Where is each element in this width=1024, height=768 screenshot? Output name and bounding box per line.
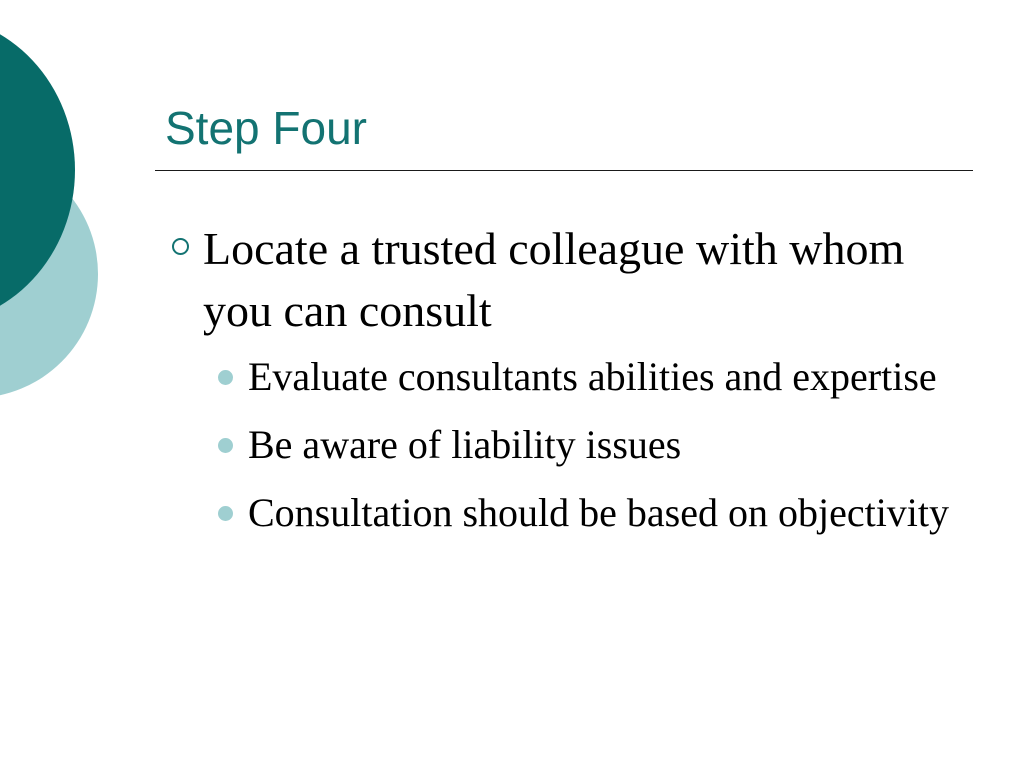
sub-bullet-text: Evaluate consultants abilities and expertise — [248, 354, 937, 399]
sub-bullet-list — [160, 350, 950, 540]
hollow-circle-bullet-icon — [172, 238, 189, 255]
bullet-list — [160, 218, 950, 554]
dot-bullet-icon — [218, 370, 233, 385]
bullet-text: Locate a trusted colleague with whom you can consult — [203, 223, 905, 336]
sub-bullet-item — [160, 350, 950, 404]
sub-bullet-item — [160, 418, 950, 472]
title-divider — [155, 170, 973, 171]
bullet-item — [160, 218, 950, 342]
slide-title: Step Four — [165, 102, 367, 154]
sub-bullet-text: Be aware of liability issues — [248, 422, 682, 467]
sub-bullet-item — [160, 486, 950, 540]
dot-bullet-icon — [218, 438, 233, 453]
dot-bullet-icon — [218, 506, 233, 521]
sub-bullet-text: Consultation should be based on objectivity — [248, 490, 950, 535]
